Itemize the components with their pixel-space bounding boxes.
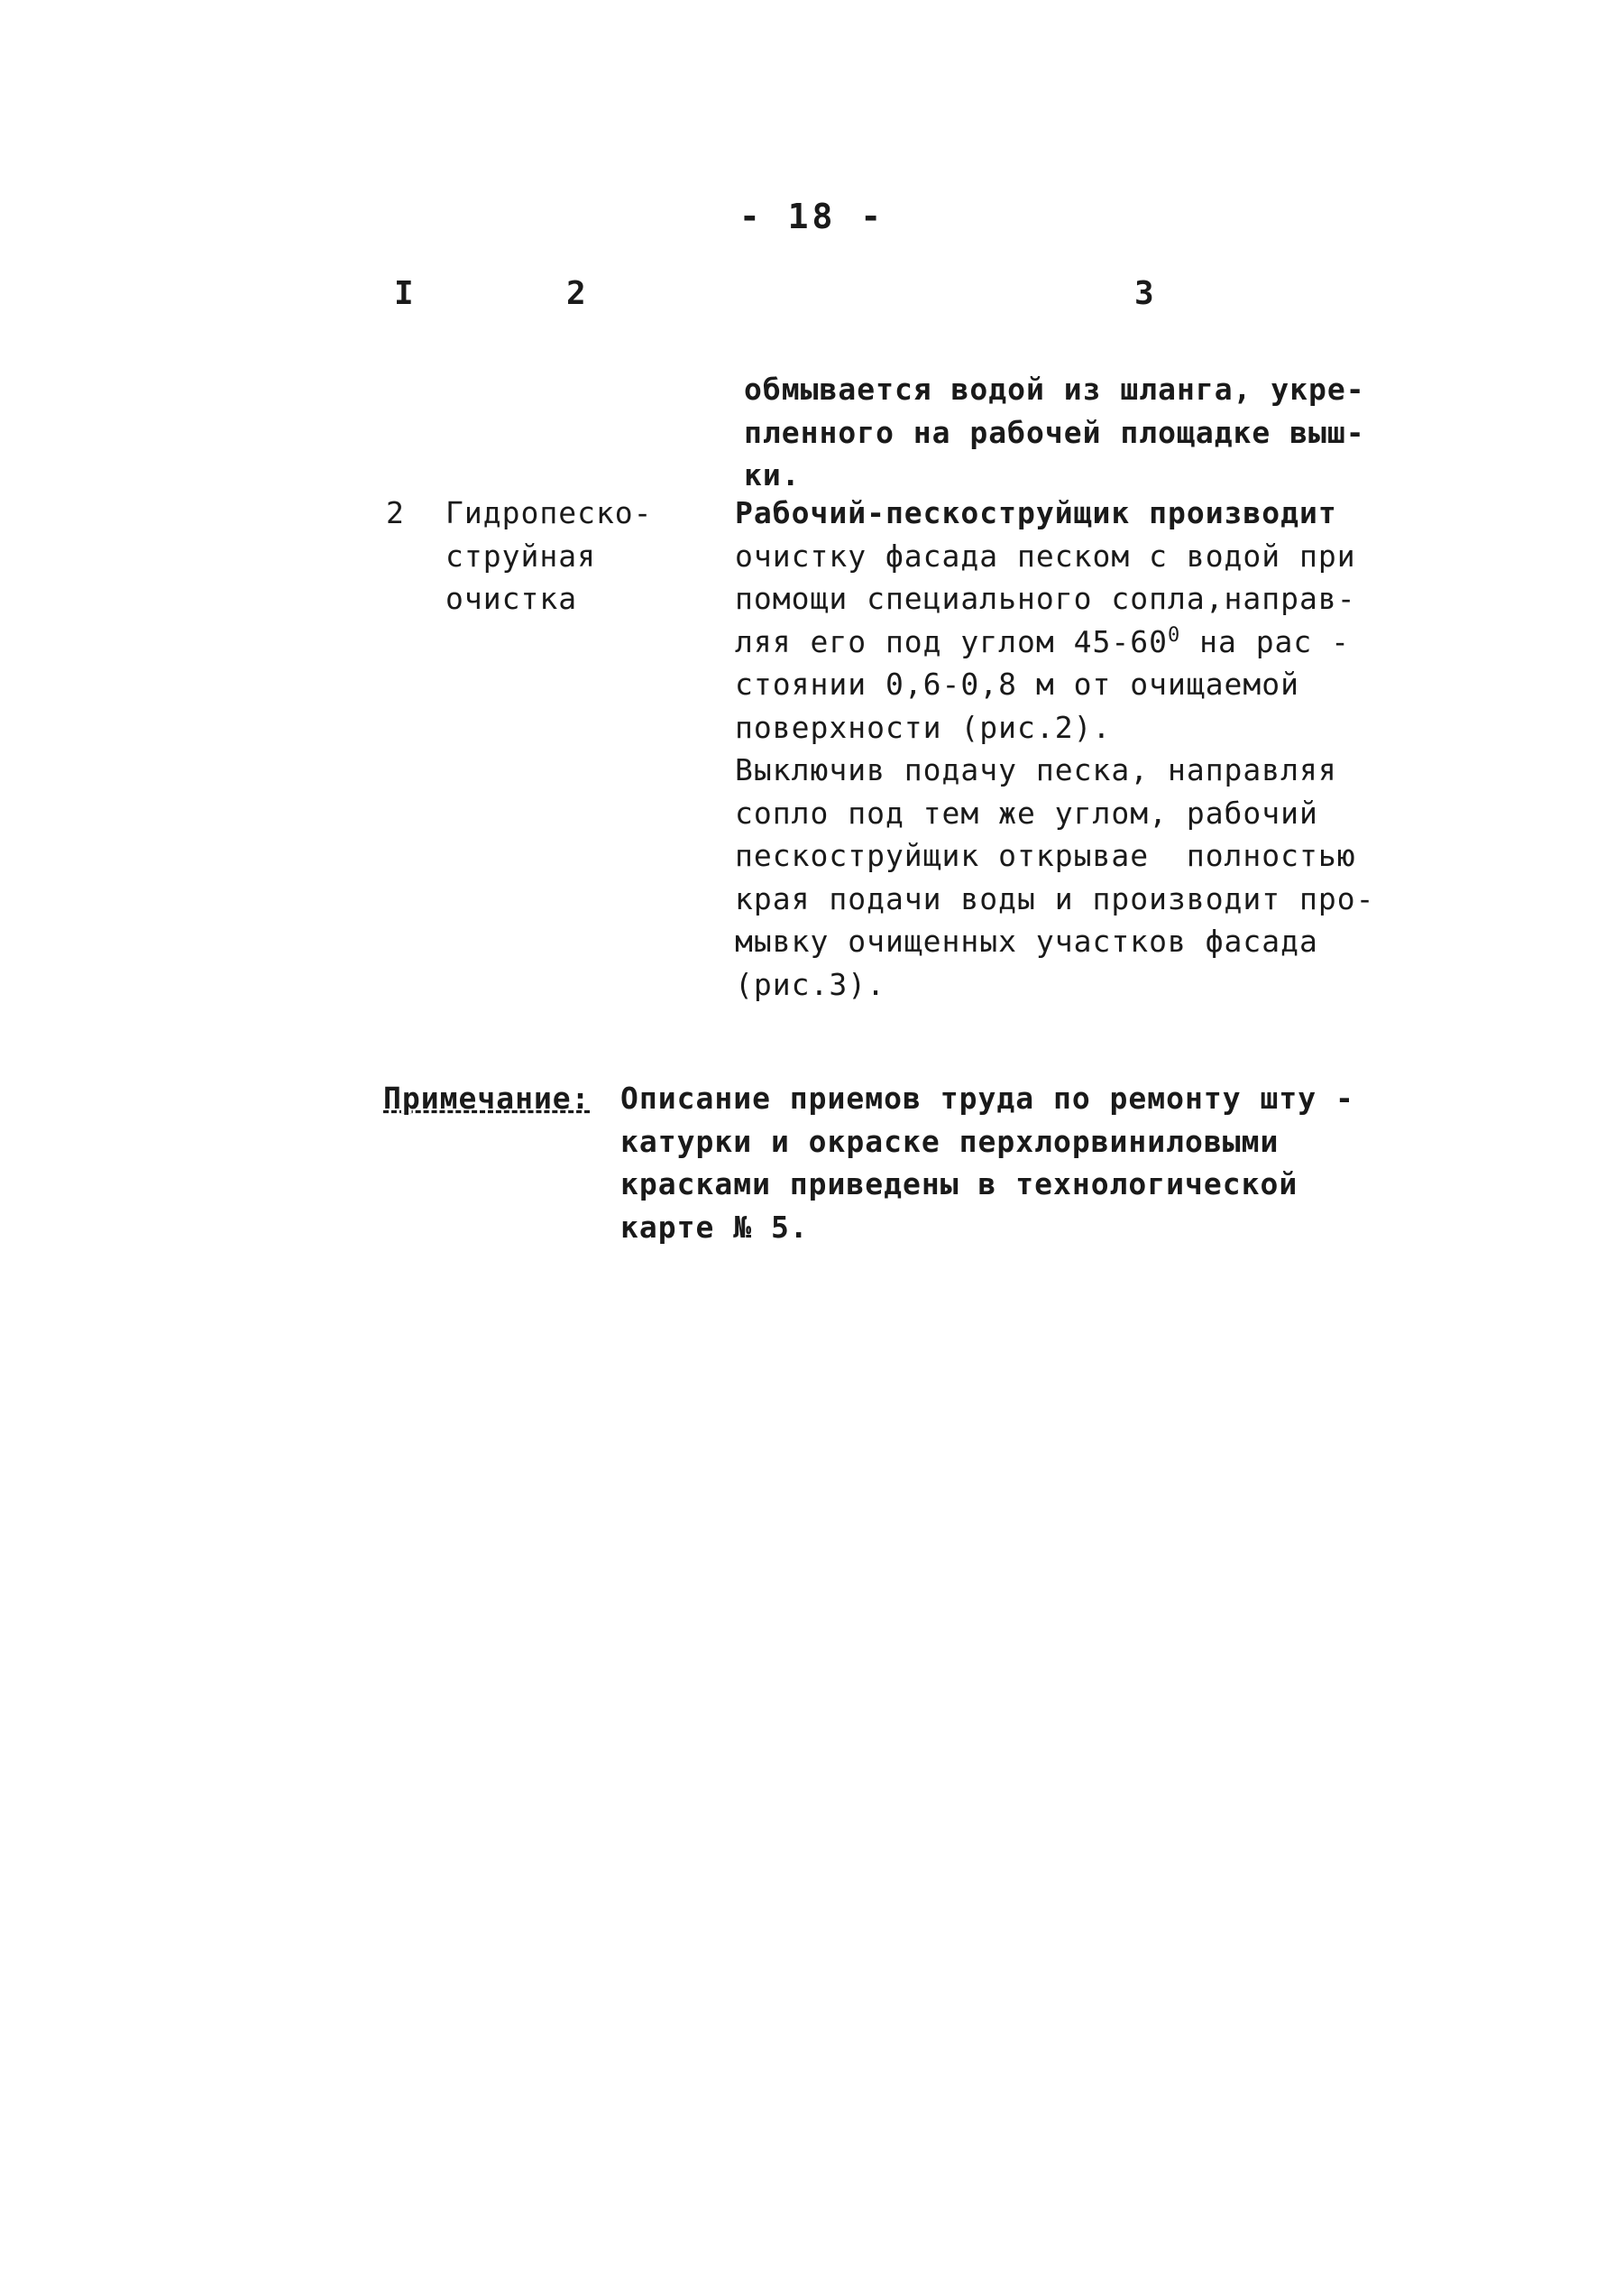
column-header-1: I [394, 275, 414, 312]
degree-superscript: 0 [1167, 623, 1181, 647]
row-2-line-3: помощи специального сопла,направ- [735, 581, 1356, 616]
row-2-line-2: очистку фасада песком с водой при [735, 538, 1356, 574]
row-2-line-1: Рабочий-пескоструйщик производит [735, 495, 1337, 530]
page-number: - 18 - [739, 197, 885, 236]
row-2-number: 2 [386, 495, 405, 530]
column-header-3: 3 [1134, 275, 1154, 312]
row-2-operation-name: Гидропеско- струйная очистка [445, 495, 653, 616]
row-2-line-4-start: ляя его под углом 45-60 [735, 623, 1168, 659]
note-label: Примечание: [383, 1081, 591, 1116]
row-2-description [735, 492, 1375, 1006]
row-2-description-rest: стоянии 0,6-0,8 м от очищаемой поверхности (рис.2). Выключив подачу песка, направляя сопло под тем же углом, рабочий пескоструйщик открывае полностью края подачи воды и производит про- мывку очищенных участков фасада (рис.3). [735, 667, 1375, 1002]
note-text: Описание приемов труда по ремонту шту - катурки и окраске перхлорвиниловыми красками приведены в технологической карте № 5. [620, 1081, 1354, 1245]
row-2-line-4-end: на рас - [1180, 623, 1351, 659]
column-header-2: 2 [566, 275, 586, 312]
continued-row-text: обмывается водой из шланга, укре- пленного на рабочей площадке выш- ки. [744, 372, 1365, 492]
